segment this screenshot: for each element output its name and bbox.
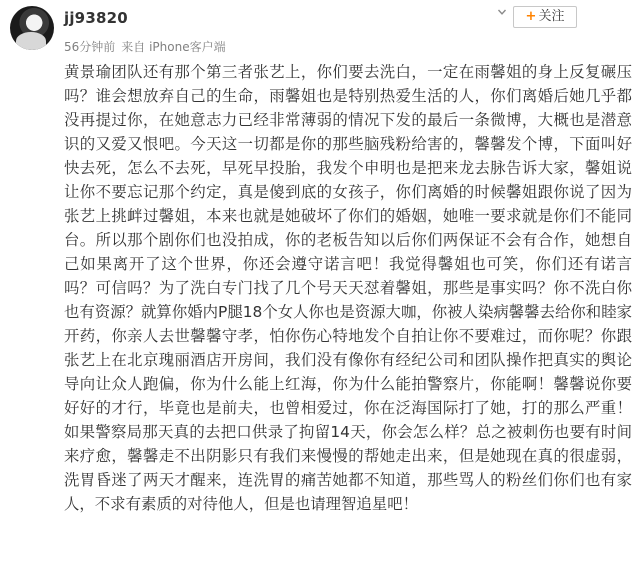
follow-button[interactable]	[513, 6, 577, 28]
post-time[interactable]: 56分钟前	[64, 40, 116, 54]
avatar[interactable]	[10, 6, 54, 50]
post-header	[0, 0, 640, 62]
follow-button-label: 关注	[538, 9, 565, 24]
follow-plus-icon: +	[525, 9, 537, 24]
username[interactable]: jj93820	[64, 9, 128, 27]
chevron-down-icon[interactable]	[497, 7, 507, 17]
post-source[interactable]: 来自 iPhone客户端	[121, 40, 226, 54]
post-body-text: 黄景瑜团队还有那个第三者张艺上，你们要去洗白，一定在雨馨姐的身上反复碾压吗？谁会想放弃自己的生命，雨馨姐也是特别热爱生活的人，你们离婚后她几乎都没再提过你，在她意志力已经非常薄弱的情况下发的最后一条微博，大概也是潜意识的又爱又恨吧。今天这一切都是你的那些脑残粉给害的，馨馨发个博，下面叫好快去死，怎么不去死，早死早投胎，我发个申明也是把来龙去脉告诉大家，馨姐说让你不要忘记那个约定，真是傻到底的女孩子，你们离婚的时候馨姐跟你说了因为张艺上挑衅过馨姐，本来也就是她破坏了你们的婚姻，她唯一要求就是你们不能同台。所以那个剧你们也没拍成，你的老板告知以后你们两保证不会有合作，她想自己如果离开了这个世界，你还会遵守诺言吧！我觉得馨姐也可笑，你们还有诺言吗？可信吗？为了洗白专门找了几个号天天怼着馨姐，那些是事实吗？你不洗白你也有资源？就算你婚内P腿18个女人你也是资源大咖，你被人染病馨馨去给你和睦家开药，你亲人去世馨馨守孝，怕你伤心特地发个自拍让你不要难过，而你呢？你跟张艺上在北京瑰丽酒店开房间，我们没有像你有经纪公司和团队操作把真实的舆论导向让众人跑偏，你为什么能上红海，你为什么能拍警察片，你能啊！馨馨说你要好好的才行，毕竟也是前夫，也曾相爱过，你在泛海国际打了她，打的那么严重！如果警察局那天真的去把口供录了拘留14天，你会怎么样？总之被刺伤也要有时间来疗愈，馨馨走不出阴影只有我们来慢慢的帮她走出来，但是她现在真的很虚弱，洗胃昏迷了两天才醒来，连洗胃的痛苦她都不知道，那些骂人的粉丝们你们也有家人，不求有素质的对待他人，但是也请理智追星吧！	[64, 63, 632, 513]
post-meta	[64, 38, 232, 55]
